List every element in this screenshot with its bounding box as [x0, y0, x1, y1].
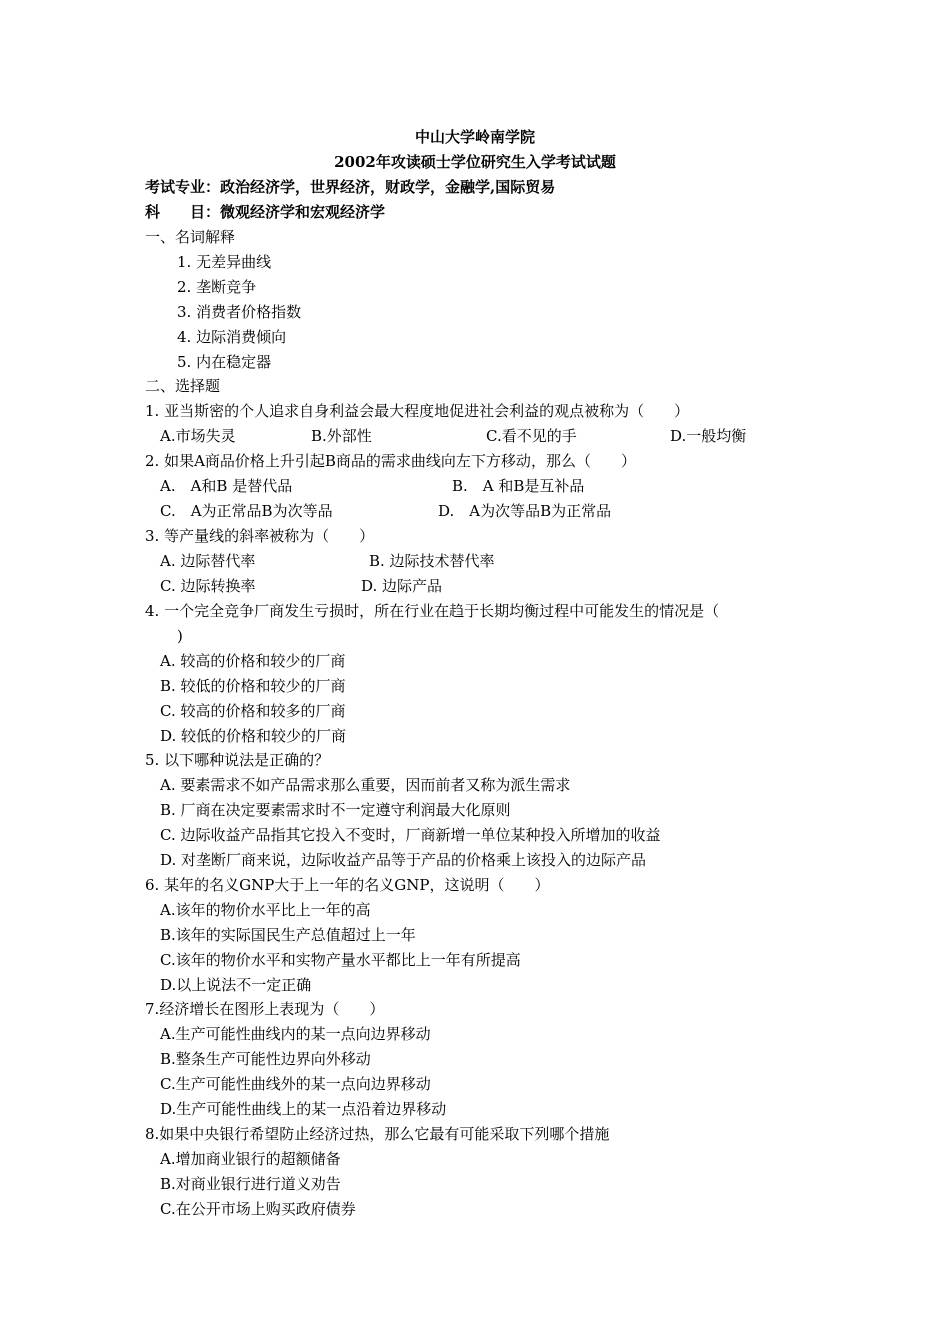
question-8-option-a: A.增加商业银行的超额储备: [160, 1150, 341, 1168]
question-2-option-b: B. A 和B是互补品: [452, 477, 585, 495]
exam-majors: 考试专业：政治经济学，世界经济，财政学，金融学,国际贸易: [145, 178, 556, 196]
term-item: 3. 消费者价格指数: [177, 303, 302, 321]
question-3-option-c: C. 边际转换率: [160, 577, 256, 595]
question-7-option-b: B.整条生产可能性边界向外移动: [160, 1050, 371, 1068]
question-5-option-d: D. 对垄断厂商来说，边际收益产品等于产品的价格乘上该投入的边际产品: [160, 851, 647, 869]
question-2-option-c: C. A为正常品B为次等品: [160, 502, 333, 520]
school-name: 中山大学岭南学院: [414, 128, 535, 146]
question-1-option-d: D.一般均衡: [670, 427, 747, 445]
question-3-option-a: A. 边际替代率: [160, 552, 256, 570]
question-4-option-c: C. 较高的价格和较多的厂商: [160, 702, 346, 720]
question-1-stem: 1. 亚当斯密的个人追求自身利益会最大程度地促进社会利益的观点被称为（ ）: [145, 402, 690, 420]
question-3-stem: 3. 等产量线的斜率被称为（ ）: [145, 527, 375, 545]
question-6-stem: 6. 某年的名义GNP大于上一年的名义GNP，这说明（ ）: [145, 876, 550, 894]
question-7-option-d: D.生产可能性曲线上的某一点沿着边界移动: [160, 1100, 447, 1118]
question-3-option-d: D. 边际产品: [361, 577, 443, 595]
question-4-option-b: B. 较低的价格和较少的厂商: [160, 677, 346, 695]
question-7-option-c: C.生产可能性曲线外的某一点向边界移动: [160, 1075, 431, 1093]
question-4-stem-continuation: ): [177, 627, 183, 645]
question-2-stem: 2. 如果A商品价格上升引起B商品的需求曲线向左下方移动，那么（ ）: [145, 452, 636, 470]
question-5-option-c: C. 边际收益产品指其它投入不变时，厂商新增一单位某种投入所增加的收益: [160, 826, 661, 844]
exam-title: 2002年攻读硕士学位研究生入学考试试题: [334, 153, 616, 171]
question-6-option-b: B.该年的实际国民生产总值超过上一年: [160, 926, 416, 944]
term-item: 1. 无差异曲线: [177, 253, 272, 271]
question-1-option-c: C.看不见的手: [486, 427, 577, 445]
exam-subject: 科 目：微观经济学和宏观经济学: [145, 203, 386, 221]
question-1-option-a: A.市场失灵: [160, 427, 236, 445]
question-3-option-b: B. 边际技术替代率: [369, 552, 495, 570]
question-6-option-d: D.以上说法不一定正确: [160, 976, 312, 994]
term-item: 2. 垄断竞争: [177, 278, 257, 296]
question-7-stem: 7.经济增长在图形上表现为（ ）: [145, 1000, 385, 1018]
section1-heading: 一、名词解释: [145, 228, 236, 246]
question-6-option-a: A.该年的物价水平比上一年的高: [160, 901, 371, 919]
section2-heading: 二、选择题: [145, 377, 221, 395]
term-item: 4. 边际消费倾向: [177, 328, 287, 346]
question-8-stem: 8.如果中央银行希望防止经济过热，那么它最有可能采取下列哪个措施: [145, 1125, 610, 1143]
question-5-option-a: A. 要素需求不如产品需求那么重要，因而前者又称为派生需求: [160, 776, 571, 794]
question-8-option-c: C.在公开市场上购买政府债券: [160, 1200, 356, 1218]
question-2-option-d: D. A为次等品B为正常品: [438, 502, 612, 520]
question-2-option-a: A. A和B 是替代品: [160, 477, 293, 495]
question-5-stem: 5. 以下哪种说法是正确的？: [145, 751, 330, 769]
question-4-stem: 4. 一个完全竞争厂商发生亏损时，所在行业在趋于长期均衡过程中可能发生的情况是（: [145, 602, 720, 620]
question-4-option-d: D. 较低的价格和较少的厂商: [160, 727, 347, 745]
question-6-option-c: C.该年的物价水平和实物产量水平都比上一年有所提高: [160, 951, 521, 969]
question-8-option-b: B.对商业银行进行道义劝告: [160, 1175, 341, 1193]
term-item: 5. 内在稳定器: [177, 353, 272, 371]
question-7-option-a: A.生产可能性曲线内的某一点向边界移动: [160, 1025, 431, 1043]
question-1-option-b: B.外部性: [311, 427, 372, 445]
question-5-option-b: B. 厂商在决定要素需求时不一定遵守利润最大化原则: [160, 801, 511, 819]
question-4-option-a: A. 较高的价格和较少的厂商: [160, 652, 346, 670]
